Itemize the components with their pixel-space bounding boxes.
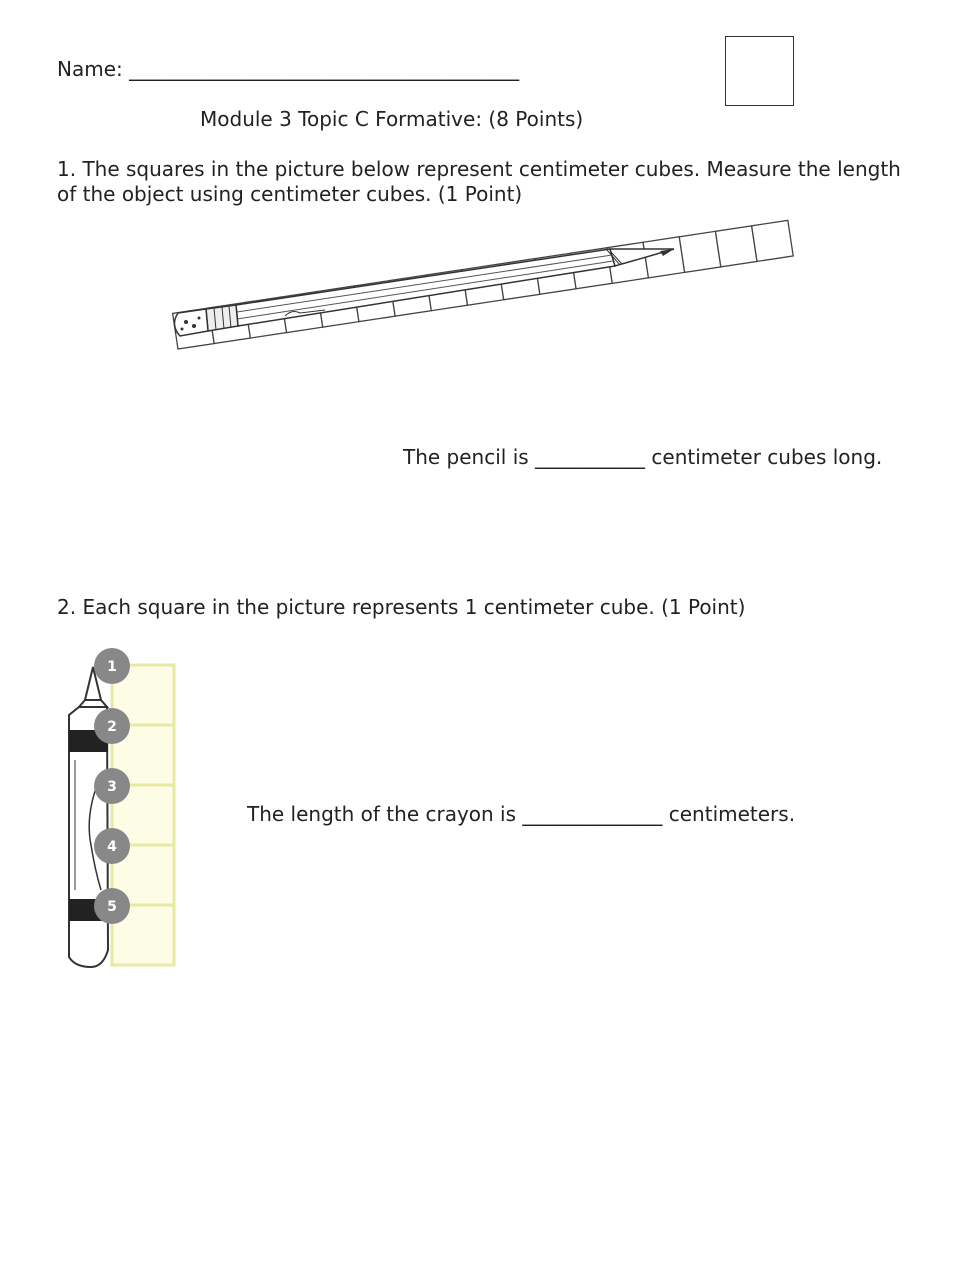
ruler-marker-label: 5 [107, 899, 117, 915]
centimeter-cube [643, 237, 685, 278]
ruler-marker-label: 4 [107, 839, 117, 855]
ruler-marker-label: 3 [107, 779, 117, 795]
name-line[interactable]: Name: _______________________________________ [57, 57, 520, 81]
centimeter-cube [752, 220, 794, 261]
pencil-answer-line[interactable]: The pencil is ___________ centimeter cubes long. [403, 445, 883, 469]
question-1-prompt: 1. The squares in the picture below represent centimeter cubes. Measure the length of the object using centimeter cubes. (1 Point) [57, 157, 901, 206]
page-title: Module 3 Topic C Formative: (8 Points) [200, 107, 584, 131]
ruler-marker-label: 1 [107, 659, 117, 675]
pencil-illustration [0, 0, 979, 420]
question-2-prompt: 2. Each square in the picture represents 1 centimeter cube. (1 Point) [57, 595, 746, 619]
centimeter-cube [715, 226, 757, 267]
pencil-icon [174, 249, 674, 336]
crayon-illustration [55, 645, 255, 985]
ruler-marker-label: 2 [107, 719, 117, 735]
crayon-answer-line[interactable]: The length of the crayon is ______________ centimeters. [247, 802, 796, 826]
centimeter-cube [679, 231, 721, 272]
